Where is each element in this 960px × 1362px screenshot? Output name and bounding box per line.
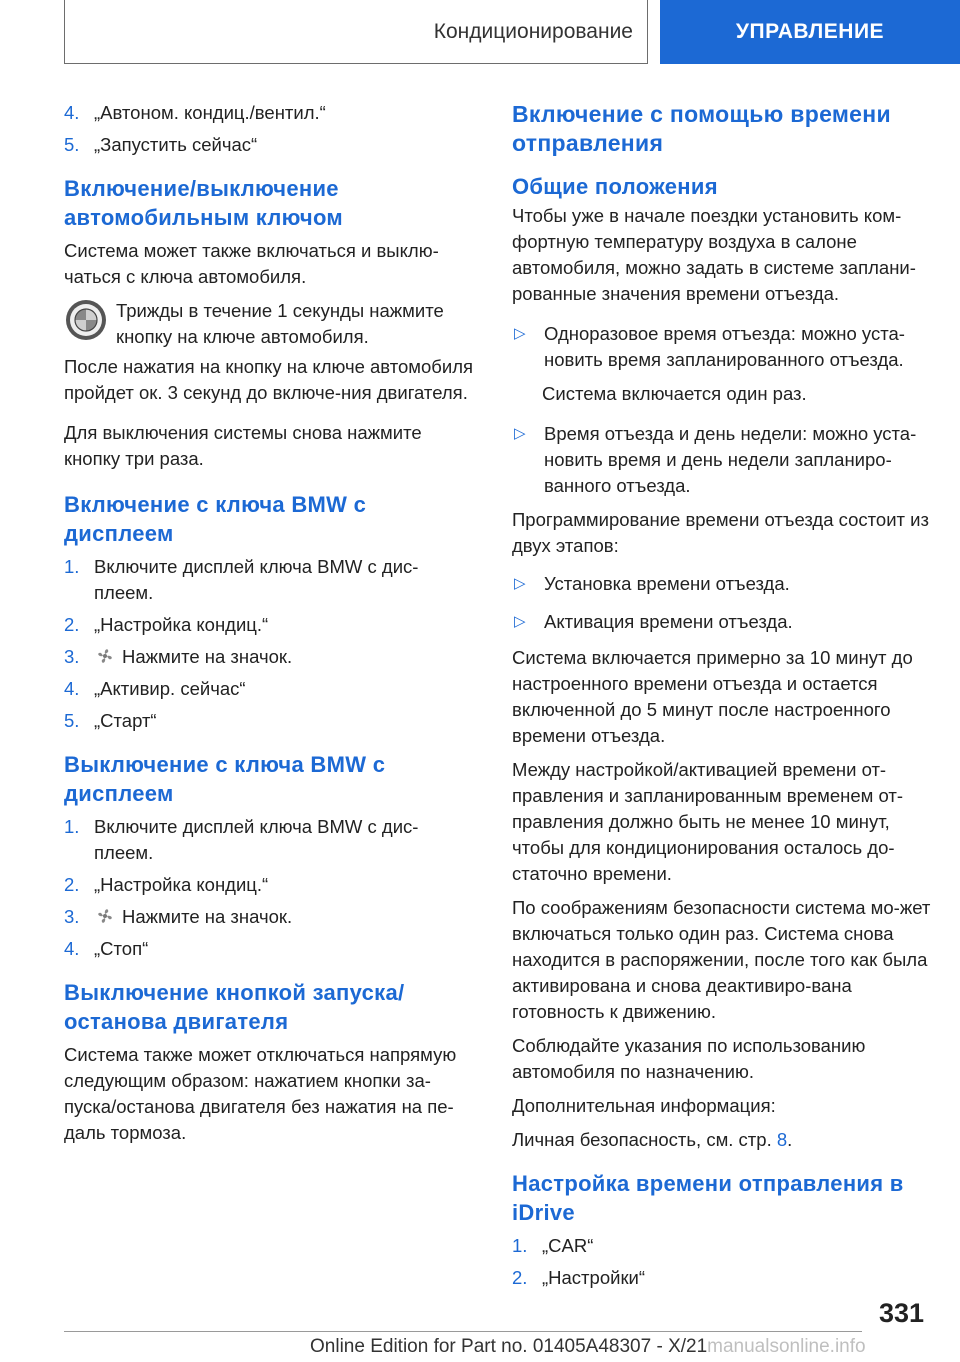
list-item <box>512 421 932 499</box>
triangle-bullet-icon: ▷ <box>514 325 526 342</box>
step-text: „Настройка кондиц.“ <box>94 874 269 895</box>
right-column <box>512 100 932 1297</box>
step-number: 2. <box>512 1267 528 1288</box>
step-number: 5. <box>64 710 80 731</box>
list-item <box>64 814 476 866</box>
step-number: 4. <box>64 678 80 699</box>
step-number: 1. <box>64 556 80 577</box>
key-instruction-text: Трижды в течение 1 секунды нажмите кнопку на ключе автомобиля. <box>116 300 444 347</box>
list-item <box>512 1233 932 1259</box>
paragraph <box>512 1127 932 1153</box>
step-text: „Настройка кондиц.“ <box>94 614 269 635</box>
heading-on-display-key: Включение с ключа BMW с дисплеем <box>64 492 367 546</box>
page-number: 331 <box>878 1298 924 1328</box>
list-item <box>512 321 932 373</box>
bullet-text: Одноразовое время отъезда: можно уста-новить время запланированного отъезда. <box>544 323 905 370</box>
heading-idrive: Настройка времени отправления в iDrive <box>512 1171 904 1225</box>
car-key-icon <box>64 298 108 342</box>
list-item <box>512 609 932 635</box>
fan-icon <box>96 647 114 665</box>
page-header <box>0 0 960 66</box>
step-number: 2. <box>64 614 80 635</box>
paragraph: Система может также включаться и выклю-чаться с ключа автомобиля. <box>64 240 439 287</box>
list-item <box>64 644 476 670</box>
paragraph: Программирование времени отъезда состоит из двух этапов: <box>512 509 929 556</box>
paragraph: Система включается примерно за 10 минут до настроенного времени отъезда и остается включенной до 5 минут после настроенного времени отъезда. <box>512 647 913 746</box>
chapter-tab[interactable]: УПРАВЛЕНИЕ <box>660 0 960 64</box>
step-number: 3. <box>64 906 80 927</box>
paragraph: Соблюдайте указания по использованию автомобиля по назначению. <box>512 1035 866 1082</box>
heading-off-display-key: Выключение с ключа BMW с дисплеем <box>64 752 386 806</box>
step-text: Включите дисплей ключа BMW с дис-плеем. <box>94 556 419 603</box>
list-item <box>64 100 476 126</box>
bullet-note: Система включается один раз. <box>542 383 807 404</box>
step-text: „Запустить сейчас“ <box>94 134 258 155</box>
paragraph: Чтобы уже в начале поездки установить ком-фортную температуру воздуха в салоне автомобиля, можно задать в системе заплани-рованные значения времени отъезда. <box>512 205 916 304</box>
list-item <box>64 708 476 734</box>
triangle-bullet-icon: ▷ <box>514 425 526 442</box>
fan-icon <box>96 907 114 925</box>
bullet-text: Активация времени отъезда. <box>544 611 793 632</box>
step-text: Включите дисплей ключа BMW с дис-плеем. <box>94 816 419 863</box>
step-number: 3. <box>64 646 80 667</box>
step-text: „Автоном. кондиц./вентил.“ <box>94 102 326 123</box>
step-text: „Активир. сейчас“ <box>94 678 246 699</box>
paragraph: После нажатия на кнопку на ключе автомобиля пройдет ок. 3 секунд до включе-ния двигателя. <box>64 356 474 403</box>
step-number: 4. <box>64 938 80 959</box>
triangle-bullet-icon: ▷ <box>514 575 526 592</box>
heading-departure-time: Включение с помощью времени отправления <box>512 101 891 156</box>
list-item <box>64 612 476 638</box>
step-number: 1. <box>64 816 80 837</box>
edition-text: Online Edition for Part no. 01405A48307 - X/21 <box>310 1336 708 1357</box>
footer-divider <box>64 1331 862 1332</box>
list-item <box>64 676 476 702</box>
heading-general: Общие положения <box>512 174 718 199</box>
paragraph: Дополнительная информация: <box>512 1095 776 1116</box>
step-number: 1. <box>512 1235 528 1256</box>
reference-text: Личная безопасность, см. стр. <box>512 1129 772 1150</box>
heading-key-onoff: Включение/выключение автомобильным ключом <box>64 176 344 230</box>
left-column <box>64 100 476 1154</box>
list-item <box>512 571 932 597</box>
step-text: „Старт“ <box>94 710 157 731</box>
step-text: „Настройки“ <box>542 1267 646 1288</box>
bullet-text: Время отъезда и день недели: можно уста-новить время и день недели запланиро-ванного отъезда. <box>544 423 917 496</box>
reference-end: . <box>787 1129 793 1150</box>
step-text: Нажмите на значок. <box>122 906 293 927</box>
paragraph: По соображениям безопасности система мо-жет включаться только один раз. Система снова находится в распоряжении, после того как была активирована и снова деактивиро-вана готовность к движению. <box>512 897 931 1022</box>
watermark: manualsonline.info <box>707 1336 866 1357</box>
paragraph: Между настройкой/активацией времени от-правления и запланированным временем от-правления должно быть не менее 10 минут, чтобы для кондиционирования осталось до-статочно времени. <box>512 759 904 884</box>
paragraph: Система также может отключаться напрямую следующим образом: нажатием кнопки за-пуска/останова двигателя без нажатия на пе-даль тормоза. <box>64 1044 457 1143</box>
list-item <box>64 904 476 930</box>
step-text: „Стоп“ <box>94 938 149 959</box>
bullet-text: Установка времени отъезда. <box>544 573 790 594</box>
list-item <box>512 1265 932 1291</box>
step-number: 2. <box>64 874 80 895</box>
key-instruction <box>64 298 476 350</box>
triangle-bullet-icon: ▷ <box>514 613 526 630</box>
step-text: „CAR“ <box>542 1235 594 1256</box>
paragraph: Для выключения системы снова нажмите кнопку три раза. <box>64 422 422 469</box>
footer <box>310 1336 866 1358</box>
step-number: 5. <box>64 134 80 155</box>
list-item <box>64 872 476 898</box>
heading-start-stop: Выключение кнопкой запуска/ останова двигателя <box>64 980 405 1034</box>
list-item <box>64 554 476 606</box>
list-item <box>64 936 476 962</box>
page-reference-link[interactable]: 8 <box>776 1129 788 1150</box>
step-text: Нажмите на значок. <box>122 646 293 667</box>
step-number: 4. <box>64 102 80 123</box>
section-title: Кондиционирование <box>64 0 648 64</box>
list-item <box>64 132 476 158</box>
